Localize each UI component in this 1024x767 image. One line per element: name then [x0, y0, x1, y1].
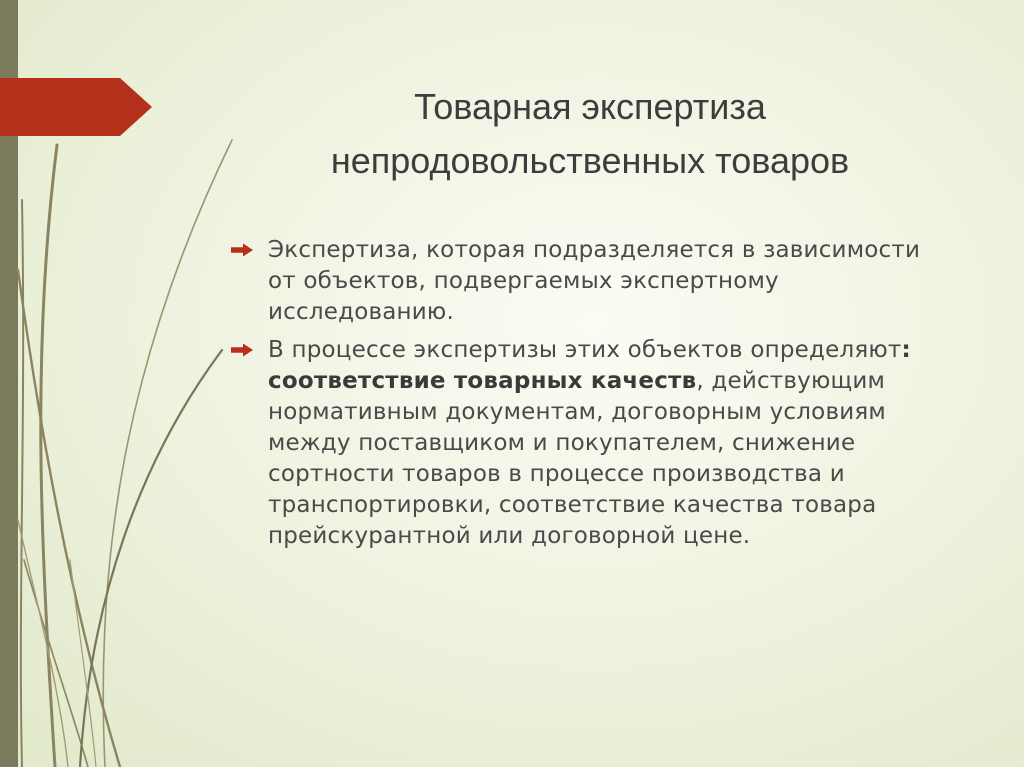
arrow-icon: [230, 243, 254, 257]
title-line-1: Товарная экспертиза: [414, 86, 766, 127]
bullet-list: [230, 235, 950, 552]
slide-title: [230, 80, 950, 188]
bullet-text-after: , действующим нормативным документам, договорным условиям между поставщиком и покупателем, снижение сортности товаров в процессе производства и транспортировки, соответствие качества товара прейскурантной или договорной цене.: [268, 368, 886, 549]
bullet-item-1: [230, 235, 950, 328]
bullet-colon: :: [901, 337, 911, 363]
bullet-text: Экспертиза, которая подразделяется в зависимости от объектов, подвергаемых экспертному исследованию.: [268, 237, 921, 325]
bullet-text-before: В процессе экспертизы этих объектов определяют: [268, 337, 902, 363]
bullet-bold-text: соответствие товарных качеств: [268, 368, 697, 394]
red-flag-shape: [0, 78, 152, 136]
arrow-icon: [230, 343, 254, 357]
title-line-2: непродовольственных товаров: [330, 140, 850, 181]
bullet-item-2: [230, 335, 950, 552]
